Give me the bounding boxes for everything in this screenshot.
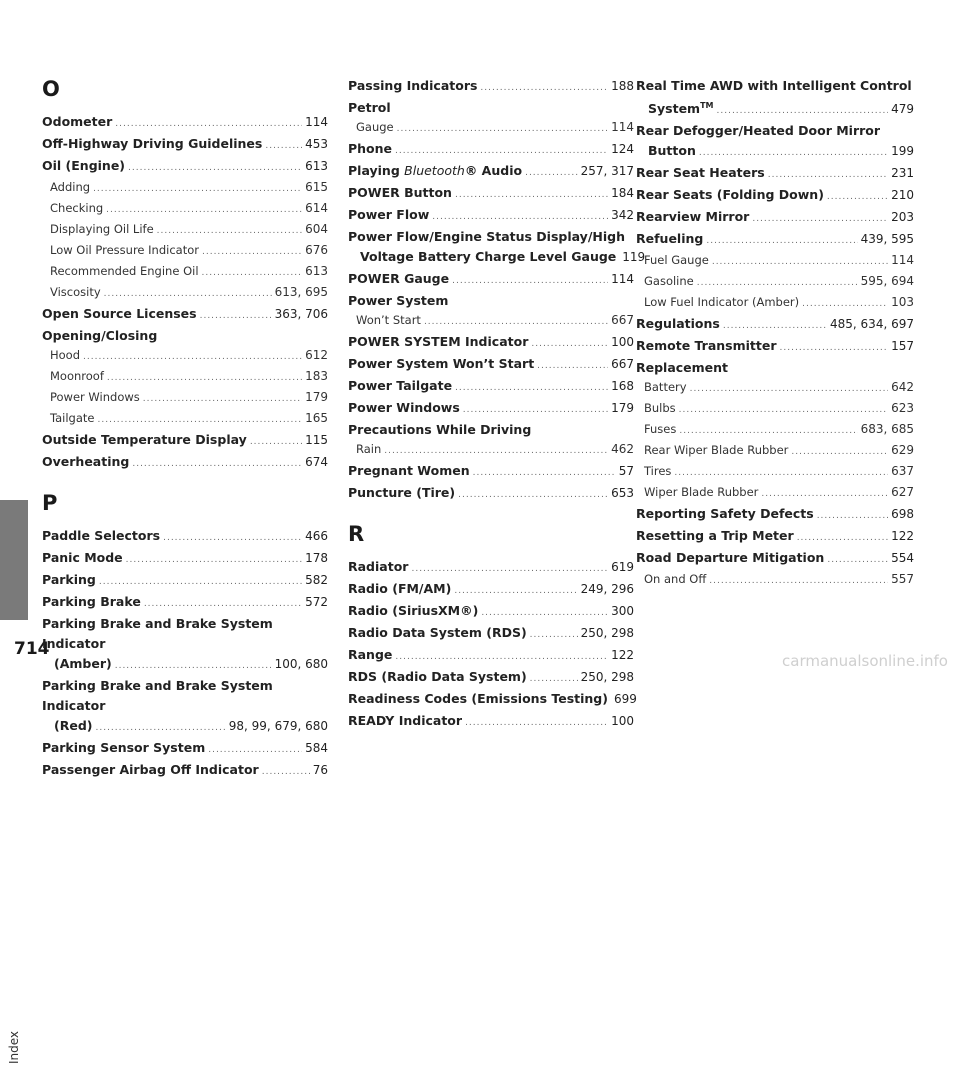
index-entry: Power Flow ..... 342 — [348, 205, 634, 227]
index-entry: Puncture (Tire) ..... 653 — [348, 483, 634, 505]
index-subentry: Gauge ..... 114 — [348, 118, 634, 139]
index-entry: RDS (Radio Data System) ..... 250, 298 — [348, 667, 634, 689]
index-subentry: On and Off ..... 557 — [636, 570, 914, 591]
index-entry: Power Windows ..... 179 — [348, 398, 634, 420]
index-entry: Refueling ..... 439, 595 — [636, 229, 914, 251]
index-entry: Power Tailgate ..... 168 — [348, 376, 634, 398]
index-entry: Passing Indicators ..... 188 — [348, 76, 634, 98]
index-subentry: Checking ..... 614 — [42, 199, 328, 220]
index-entry-heading: Rear Defogger/Heated Door Mirror — [636, 123, 881, 139]
index-entry: Passenger Airbag Off Indicator ..... 76 — [42, 760, 328, 782]
index-entry: Radio Data System (RDS) ..... 250, 298 — [348, 623, 634, 645]
index-entry: Remote Transmitter ..... 157 — [636, 336, 914, 358]
index-entry: Reporting Safety Defects ..... 698 — [636, 504, 914, 526]
watermark: carmanualsonline.info — [782, 652, 948, 670]
section-letter-p: P — [42, 491, 58, 515]
index-entry: (Red) ..... 98, 99, 679, 680 — [42, 716, 328, 738]
index-entry: Radio (SiriusXM®) ..... 300 — [348, 601, 634, 623]
index-subentry: Battery ..... 642 — [636, 378, 914, 399]
index-subentry: Gasoline ..... 595, 694 — [636, 272, 914, 293]
index-entry: Voltage Battery Charge Level Gauge 119 — [360, 249, 646, 264]
index-entry: Rear Seat Heaters ..... 231 — [636, 163, 914, 185]
index-entry: (Amber) ..... 100, 680 — [42, 654, 328, 676]
index-entry-heading: Replacement — [636, 360, 729, 376]
index-subentry: Won’t Start ..... 667 — [348, 311, 634, 332]
index-subentry: Rear Wiper Blade Rubber ..... 629 — [636, 441, 914, 462]
index-entry-heading: Parking Brake and Brake System Indicator — [42, 678, 273, 713]
index-entry: Playing Bluetooth® Audio ..... 257, 317 — [348, 161, 634, 183]
index-subentry: Rain ..... 462 — [348, 440, 634, 461]
index-entry: Odometer ..... 114 — [42, 112, 328, 134]
index-entry: Parking Brake ..... 572 — [42, 592, 328, 614]
index-entry-heading: Petrol — [348, 100, 391, 115]
index-entry: Parking ..... 582 — [42, 570, 328, 592]
index-column-1 — [42, 72, 328, 782]
index-entry: Outside Temperature Display ..... 115 — [42, 430, 328, 452]
index-entry: Oil (Engine) ..... 613 — [42, 156, 328, 178]
index-column-3 — [636, 76, 914, 591]
index-side-tab-label-wrap — [0, 510, 28, 1064]
page-number: 714 — [14, 639, 50, 659]
index-entry-heading: Parking Brake and Brake System Indicator — [42, 616, 273, 651]
index-entry-heading: Precautions While Driving — [348, 422, 532, 437]
index-entry: POWER Button ..... 184 — [348, 183, 634, 205]
index-column-2 — [348, 76, 646, 733]
index-subentry: Low Oil Pressure Indicator ..... 676 — [42, 241, 328, 262]
index-entry: Radiator ..... 619 — [348, 557, 634, 579]
index-entry: Range ..... 122 — [348, 645, 634, 667]
index-entry: Paddle Selectors ..... 466 — [42, 526, 328, 548]
index-side-tab-label: Index — [7, 1030, 21, 1064]
index-entry: Off-Highway Driving Guidelines ..... 453 — [42, 134, 328, 156]
index-subentry: Tires ..... 637 — [636, 462, 914, 483]
index-entry: Overheating ..... 674 — [42, 452, 328, 474]
section-letter-r: R — [348, 522, 365, 546]
index-entry: Radio (FM/AM) ..... 249, 296 — [348, 579, 634, 601]
index-entry: Regulations ..... 485, 634, 697 — [636, 314, 914, 336]
index-entry: Rear Seats (Folding Down) ..... 210 — [636, 185, 914, 207]
index-entry: Open Source Licenses ..... 363, 706 — [42, 304, 328, 326]
index-subentry: Low Fuel Indicator (Amber) ..... 103 — [636, 293, 914, 314]
index-entry: POWER SYSTEM Indicator ..... 100 — [348, 332, 634, 354]
index-entry: Readiness Codes (Emissions Testing) 699 — [348, 691, 637, 706]
index-subentry: Tailgate ..... 165 — [42, 409, 328, 430]
index-subentry: Recommended Engine Oil ..... 613 — [42, 262, 328, 283]
index-entry: Parking Sensor System ..... 584 — [42, 738, 328, 760]
index-entry-heading: Power Flow/Engine Status Display/High — [348, 229, 625, 244]
index-entry: READY Indicator ..... 100 — [348, 711, 634, 733]
index-entry: Power System Won’t Start ..... 667 — [348, 354, 634, 376]
index-entry: Panic Mode ..... 178 — [42, 548, 328, 570]
index-entry: Button ..... 199 — [636, 141, 914, 163]
index-entry: System™ ..... 479 — [636, 96, 914, 121]
index-subentry: Viscosity ..... 613, 695 — [42, 283, 328, 304]
index-entry-heading: Real Time AWD with Intelligent Control — [636, 78, 912, 93]
index-subentry: Hood ..... 612 — [42, 346, 328, 367]
index-entry-heading: Power System — [348, 293, 449, 308]
index-subentry: Fuel Gauge ..... 114 — [636, 251, 914, 272]
index-entry: Road Departure Mitigation ..... 554 — [636, 548, 914, 570]
index-entry: Resetting a Trip Meter ..... 122 — [636, 526, 914, 548]
index-subentry: Displaying Oil Life ..... 604 — [42, 220, 328, 241]
index-entry: POWER Gauge ..... 114 — [348, 269, 634, 291]
index-subentry: Adding ..... 615 — [42, 178, 328, 199]
index-entry: Rearview Mirror ..... 203 — [636, 207, 914, 229]
section-letter-o: O — [42, 77, 60, 101]
index-entry: Phone ..... 124 — [348, 139, 634, 161]
index-subentry: Bulbs ..... 623 — [636, 399, 914, 420]
index-subentry: Wiper Blade Rubber ..... 627 — [636, 483, 914, 504]
index-subentry: Moonroof ..... 183 — [42, 367, 328, 388]
index-entry: Pregnant Women ..... 57 — [348, 461, 634, 483]
index-entry-heading: Opening/Closing — [42, 328, 158, 343]
index-subentry: Power Windows ..... 179 — [42, 388, 328, 409]
index-subentry: Fuses ..... 683, 685 — [636, 420, 914, 441]
